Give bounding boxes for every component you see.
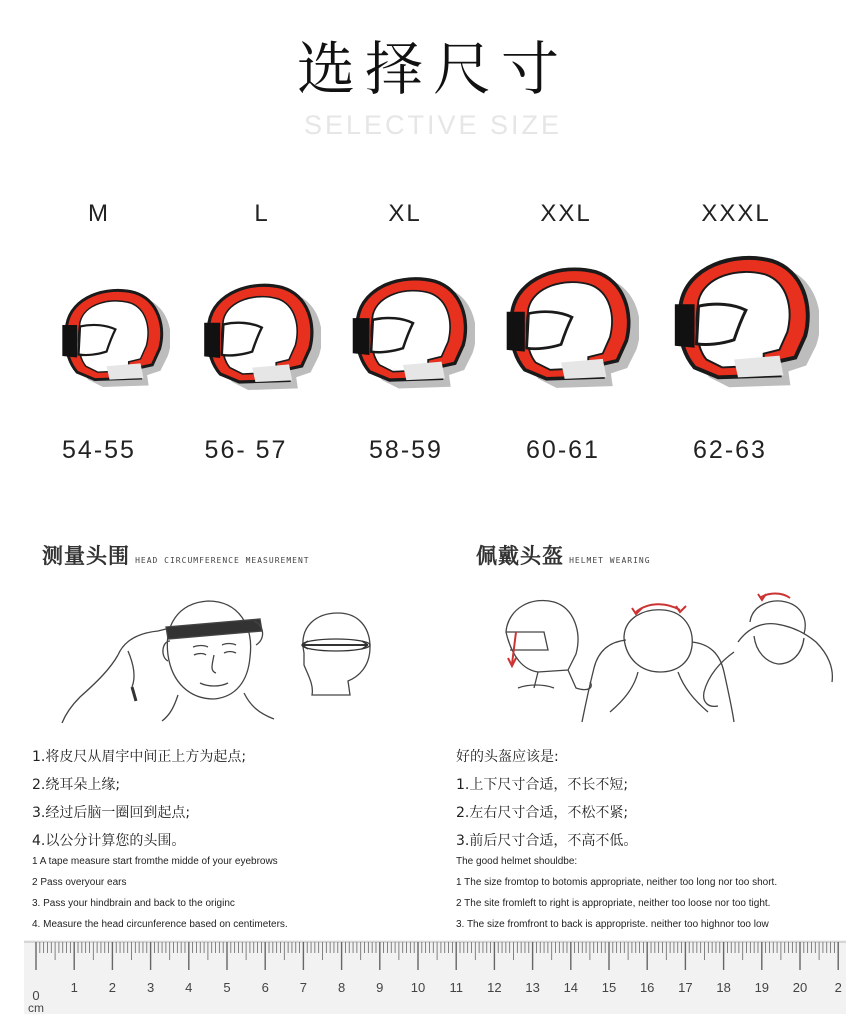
ruler-number-label: 7 <box>299 980 308 995</box>
helmet-wearing-illustration <box>498 592 838 732</box>
measure-step-en-2: 2 Pass overyour ears <box>32 877 127 888</box>
helmet-icon-l <box>193 277 321 399</box>
helmet-icon-xxxl <box>661 248 819 398</box>
ruler-number-label: 11 <box>449 980 463 995</box>
measure-title: 测量头围 <box>42 544 130 568</box>
wearing-step-cn-3: 3.前后尺寸合适，不高不低。 <box>456 833 638 849</box>
helmet-icon-xl <box>341 268 475 400</box>
size-label-xl: XL <box>388 200 422 227</box>
size-range-xxxl: 62-63 <box>693 436 767 464</box>
ruler-number-label: 16 <box>639 980 655 995</box>
ruler-number-label: 9 <box>376 980 384 995</box>
size-range-xxl: 60-61 <box>526 436 600 464</box>
ruler-number-label: 3 <box>146 980 155 995</box>
ruler-number-label: 20 <box>792 980 808 995</box>
ruler-number-label: 5 <box>223 980 231 995</box>
ruler-number-label: 19 <box>754 980 770 995</box>
measure-step-cn-1: 1.将皮尺从眉宇中间正上方为起点; <box>32 749 247 765</box>
wearing-title: 佩戴头盔 <box>476 544 564 568</box>
size-range-xl: 58-59 <box>369 436 443 464</box>
size-range-m: 54-55 <box>62 436 136 464</box>
page-subtitle: SELECTIVE SIZE <box>303 110 563 140</box>
ruler-number-label: 1 <box>70 980 78 995</box>
measure-subtitle: HEAD CIRCUMFERENCE MEASUREMENT <box>135 556 310 565</box>
wearing-intro-en: The good helmet shouldbe: <box>456 856 578 867</box>
measure-step-en-4: 4. Measure the head circunference based on centimeters. <box>32 919 288 930</box>
wearing-step-cn-2: 2.左右尺寸合适，不松不紧; <box>456 805 629 821</box>
wearing-step-cn-1: 1.上下尺寸合适，不长不短; <box>456 777 629 793</box>
ruler-number-label: 13 <box>525 980 540 995</box>
wearing-step-en-3: 3. The size fromfront to back is appropriste. neither too highnor too low <box>456 919 769 930</box>
measure-step-cn-4: 4.以公分计算您的头围。 <box>32 833 186 849</box>
ruler-number-label: 2 <box>834 980 842 995</box>
wearing-intro-cn: 好的头盔应该是: <box>456 749 559 765</box>
measure-step-en-1: 1 A tape measure start fromthe midde of your eyebrows <box>32 856 278 867</box>
measure-step-cn-2: 2.绕耳朵上缘; <box>32 777 121 793</box>
wearing-step-en-1: 1 The size fromtop to botomis appropriate, neither too long nor too short. <box>456 877 778 888</box>
ruler-number-label: 12 <box>487 980 502 995</box>
ruler-zero-label: 0 <box>32 988 40 1003</box>
measure-step-en-3: 3. Pass your hindbrain and back to the originc <box>32 898 235 909</box>
ruler-number-label: 4 <box>185 980 193 995</box>
ruler-number-label: 15 <box>601 980 617 995</box>
head-measure-illustration <box>58 585 388 725</box>
measure-steps <box>32 746 288 940</box>
helmet-icon-xxl <box>494 258 639 400</box>
ruler-graphic <box>24 940 846 1014</box>
ruler-unit-label: cm <box>28 1001 44 1014</box>
wearing-header <box>476 540 651 570</box>
measuring-ruler <box>24 940 846 1014</box>
size-range-l: 56- 57 <box>204 436 288 464</box>
size-label-xxl: XXL <box>540 200 592 227</box>
ruler-number-label: 18 <box>716 980 731 995</box>
ruler-number-label: 2 <box>108 980 117 995</box>
ruler-number-label: 10 <box>410 980 426 995</box>
ruler-number-label: 6 <box>261 980 269 995</box>
wearing-step-en-2: 2 The site fromleft to right is appropriate, neither too loose nor too tight. <box>456 898 771 909</box>
measure-header <box>42 540 310 570</box>
wearing-subtitle: HELMET WEARING <box>569 556 651 565</box>
page-title: 选择尺寸 <box>296 35 569 103</box>
wearing-steps <box>456 746 777 940</box>
size-label-xxxl: XXXL <box>701 200 771 227</box>
measure-step-cn-3: 3.经过后脑一圈回到起点; <box>32 805 191 821</box>
ruler-number-label: 14 <box>563 980 579 995</box>
size-label-m: M <box>88 200 110 227</box>
ruler-number-label: 8 <box>337 980 346 995</box>
ruler-number-label: 17 <box>678 980 693 995</box>
size-label-l: L <box>254 200 270 227</box>
helmet-icon-m <box>52 282 170 396</box>
